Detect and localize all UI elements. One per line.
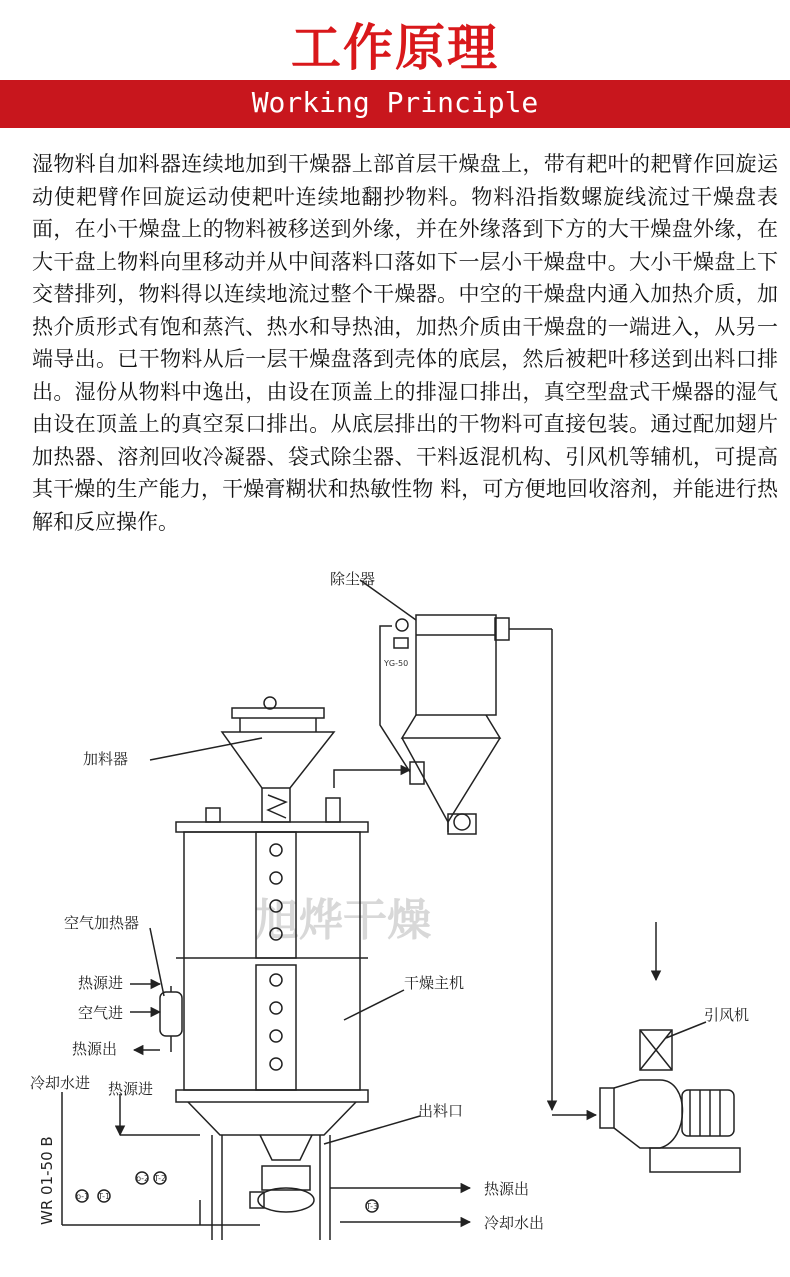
watermark: 旭烨干燥 bbox=[255, 895, 431, 946]
title-area bbox=[0, 0, 790, 78]
label-p2: p-2 bbox=[136, 1174, 150, 1183]
label-t1: T-1 bbox=[98, 1192, 111, 1201]
label-heat-out-2: 热源出 bbox=[484, 1180, 530, 1198]
main-drying-unit bbox=[176, 798, 368, 1240]
label-t2: T-2 bbox=[154, 1174, 167, 1183]
label-outlet: 出料口 bbox=[418, 1102, 464, 1120]
feeder bbox=[222, 697, 334, 822]
label-heat-in: 热源进 bbox=[78, 974, 124, 992]
label-dust-collector: 除尘器 bbox=[330, 570, 376, 588]
dust-collector bbox=[394, 615, 552, 1110]
label-main-unit: 干燥主机 bbox=[404, 974, 465, 992]
principle-description: 湿物料自加料器连续地加到干燥器上部首层干燥盘上，带有耙叶的耙臂作回旋运动使耙臂作回旋运动使耙叶连续地翻抄物料。物料沿指数螺旋线流过干燥盘表面，在小干燥盘上的物料被移送到外缘，并在外缘落到下方的大干燥盘外缘，在大干盘上物料向里移动并从中间落料口落如下一层小干燥盘中。大小干燥盘上下交替排列，物料得以连续地流过整个干燥器。中空的干燥盘内通入加热介质，加热介质形式有饱和蒸汽、热水和导热油，加热介质由干燥盘的一端进入，从另一端导出。已干物料从后一层干燥盘落到壳体的底层，然后被耙叶移送到出料口排出。湿份从物料中逸出，由设在顶盖上的排湿口排出，真空型盘式干燥器的湿气由设在顶盖上的真空泵口排出。从底层排出的干物料可直接包装。通过配加翅片加热器、溶剂回收冷凝器、袋式除尘器、干料返混机构、引风机等辅机，可提高其干燥的生产能力，干燥膏糊状和热敏性物 料，可方便地回收溶剂，并能进行热解和反应操作。 bbox=[32, 152, 778, 534]
label-feeder: 加料器 bbox=[83, 750, 129, 768]
label-cooling-out: 冷却水出 bbox=[484, 1214, 545, 1232]
label-air-heater: 空气加热器 bbox=[64, 914, 140, 932]
label-fan: 引风机 bbox=[704, 1006, 750, 1024]
air-heater bbox=[130, 984, 182, 1052]
title-banner bbox=[0, 80, 790, 128]
page-subtitle: Working Principle bbox=[251, 86, 539, 119]
label-heat-out: 热源出 bbox=[72, 1040, 118, 1058]
page-title: 工作原理 bbox=[291, 18, 499, 77]
dryer-system-diagram bbox=[0, 560, 790, 1277]
utility-lines bbox=[62, 1092, 470, 1225]
label-p1: p-1 bbox=[76, 1192, 90, 1201]
label-cooling-in: 冷却水进 bbox=[30, 1074, 91, 1092]
label-yg: YG-50 bbox=[384, 659, 409, 668]
label-air-in: 空气进 bbox=[78, 1004, 124, 1022]
label-heat-in-2: 热源进 bbox=[108, 1080, 154, 1098]
induced-draft-fan bbox=[552, 922, 740, 1172]
label-t3: T-3 bbox=[366, 1202, 379, 1211]
label-model: WR 01-50 B bbox=[38, 1136, 56, 1225]
